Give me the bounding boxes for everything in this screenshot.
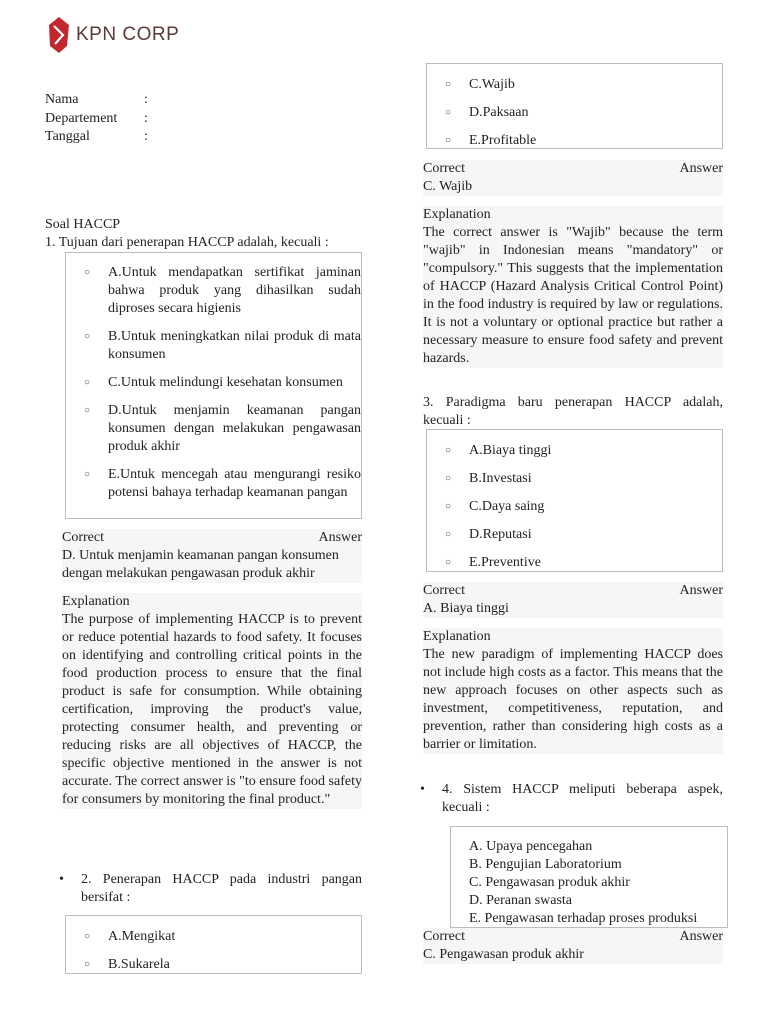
q3-explanation-block — [423, 628, 723, 754]
circle-icon: ○ — [84, 405, 91, 416]
q2-answer: C. Wajib — [423, 179, 473, 194]
option-text: D.Untuk menjamin keamanan pangan konsumen dengan melakukan pengawasan produk akhir — [108, 403, 361, 454]
option-text: D.Reputasi — [469, 527, 532, 542]
participant-info — [45, 91, 148, 147]
q3-option-d[interactable] — [445, 526, 722, 544]
q2-options-box-part2 — [426, 63, 723, 149]
q2-option-d[interactable] — [445, 104, 722, 122]
correct-label: Correct — [423, 583, 465, 598]
option-text: C.Daya saing — [469, 499, 545, 514]
circle-icon: ○ — [445, 529, 452, 540]
option-text: C.Wajib — [469, 77, 515, 92]
q1-explanation-block — [62, 593, 362, 809]
q1-explanation: The purpose of implementing HACCP is to prevent or reduce potential hazards to food safety. It focuses on identifying and controlling critical points in the food production process to ensure that the final product is safe for consumption. While obtaining certification, improving the product's value, protecting consumer health, and preventing or reducing risks are all objectives of HACCP, the specific objective mentioned in the answer is not accurate. The correct answer is "to ensure food safety for consumers by monitoring the final product." — [62, 612, 362, 807]
q2-question: 2. Penerapan HACCP pada industri pangan bersifat : — [81, 872, 362, 905]
q1-question: 1. Tujuan dari penerapan HACCP adalah, kecuali : — [45, 235, 329, 250]
company-logo — [48, 16, 179, 54]
option-text: E.Profitable — [469, 133, 537, 148]
circle-icon: ○ — [84, 267, 91, 278]
q2-options-box-part1 — [65, 915, 362, 974]
q3-options-box — [426, 429, 723, 572]
q3-explanation: The new paradigm of implementing HACCP does not include high costs as a factor. This means that the new approach focuses on other aspects such as investment, competitiveness, reputation, and prevention, rather than considering high costs as a barrier or limitation. — [423, 647, 723, 752]
explanation-label: Explanation — [423, 207, 491, 222]
circle-icon: ○ — [84, 377, 91, 388]
q2-option-a[interactable] — [84, 928, 361, 946]
circle-icon: ○ — [445, 557, 452, 568]
circle-icon: ○ — [445, 445, 452, 456]
answer-label: Answer — [679, 161, 723, 176]
explanation-label: Explanation — [62, 594, 130, 609]
info-row-nama — [45, 91, 148, 110]
q2-option-c[interactable] — [445, 76, 722, 94]
info-row-departement — [45, 110, 148, 129]
q2-answer-block — [423, 160, 723, 196]
info-separator: : — [144, 129, 148, 144]
answer-label: Answer — [679, 929, 723, 944]
correct-label: Correct — [423, 929, 465, 944]
circle-icon: ○ — [445, 473, 452, 484]
q1-option-c[interactable] — [84, 374, 361, 392]
circle-icon: ○ — [84, 331, 91, 342]
answer-label: Answer — [318, 530, 362, 545]
bullet-icon: • — [59, 872, 64, 887]
circle-icon: ○ — [84, 959, 91, 970]
q3-answer: A. Biaya tinggi — [423, 601, 509, 616]
q2-explanation: The correct answer is "Wajib" because the term "wajib" in Indonesian means "mandatory" or "compulsory." This suggests that the implementation of HACCP (Hazard Analysis Critical Control Point) in the food industry is required by law or regulations. It is not a voluntary or optional practice but rather a necessary measure to ensure food safety and prevent hazards. — [423, 225, 723, 366]
info-row-tanggal — [45, 128, 148, 147]
circle-icon: ○ — [84, 931, 91, 942]
info-separator: : — [144, 110, 148, 126]
q4-options-box — [450, 826, 728, 928]
circle-icon: ○ — [445, 79, 452, 90]
q3-option-c[interactable] — [445, 498, 722, 516]
q4-option-a[interactable]: A. Upaya pencegahan — [469, 839, 593, 854]
circle-icon: ○ — [84, 469, 91, 480]
q1-options-box — [65, 252, 362, 519]
correct-label: Correct — [62, 530, 104, 545]
correct-label: Correct — [423, 161, 465, 176]
q1-option-b[interactable] — [84, 328, 361, 364]
q4-question: 4. Sistem HACCP meliputi beberapa aspek, kecuali : — [442, 782, 723, 815]
q1-option-d[interactable] — [84, 402, 361, 456]
info-label: Tanggal — [45, 129, 90, 144]
q4-answer-block — [423, 928, 723, 964]
q3-option-a[interactable] — [445, 442, 722, 460]
q4-option-c[interactable]: C. Pengawasan produk akhir — [469, 875, 630, 890]
info-label: Nama — [45, 92, 79, 107]
option-text: A.Biaya tinggi — [469, 443, 552, 458]
option-text: C.Untuk melindungi kesehatan konsumen — [108, 375, 343, 390]
option-text: A.Untuk mendapatkan sertifikat jaminan bahwa produk yang dihasilkan sudah diproses secara higienis — [108, 265, 361, 316]
logo-text: KPN CORP — [76, 24, 180, 45]
option-text: E.Untuk mencegah atau mengurangi resiko potensi bahaya terhadap keamanan pangan — [108, 467, 361, 500]
q2-option-e[interactable] — [445, 132, 722, 150]
circle-icon: ○ — [445, 501, 452, 512]
option-text: B.Untuk meningkatkan nilai produk di mata konsumen — [108, 329, 361, 362]
info-label: Departement — [45, 110, 118, 126]
circle-icon: ○ — [445, 135, 452, 146]
q1-option-a[interactable] — [84, 264, 361, 318]
bullet-icon: • — [420, 782, 425, 797]
option-text: B.Sukarela — [108, 957, 170, 972]
kpn-logo-icon — [48, 16, 70, 54]
q1-option-e[interactable] — [84, 466, 361, 502]
q1-answer: D. Untuk menjamin keamanan pangan konsumen dengan melakukan pengawasan produk akhir — [62, 548, 339, 581]
q3-answer-block — [423, 582, 723, 618]
q2-explanation-block — [423, 206, 723, 368]
q3-option-e[interactable] — [445, 554, 722, 572]
info-separator: : — [144, 92, 148, 107]
q3-question: 3. Paradigma baru penerapan HACCP adalah, kecuali : — [423, 395, 723, 428]
q4-answer: C. Pengawasan produk akhir — [423, 947, 584, 962]
option-text: A.Mengikat — [108, 929, 176, 944]
option-text: D.Paksaan — [469, 105, 529, 120]
q2-option-b[interactable] — [84, 956, 361, 974]
q3-option-b[interactable] — [445, 470, 722, 488]
circle-icon: ○ — [445, 107, 452, 118]
quiz-title: Soal HACCP — [45, 217, 121, 232]
q4-option-e[interactable]: E. Pengawasan terhadap proses produksi — [469, 911, 698, 926]
answer-label: Answer — [679, 583, 723, 598]
q1-answer-block — [62, 529, 362, 583]
option-text: E.Preventive — [469, 555, 541, 570]
q4-option-d[interactable]: D. Peranan swasta — [469, 893, 573, 908]
q4-option-b[interactable]: B. Pengujian Laboratorium — [469, 857, 622, 872]
explanation-label: Explanation — [423, 629, 491, 644]
option-text: B.Investasi — [469, 471, 532, 486]
